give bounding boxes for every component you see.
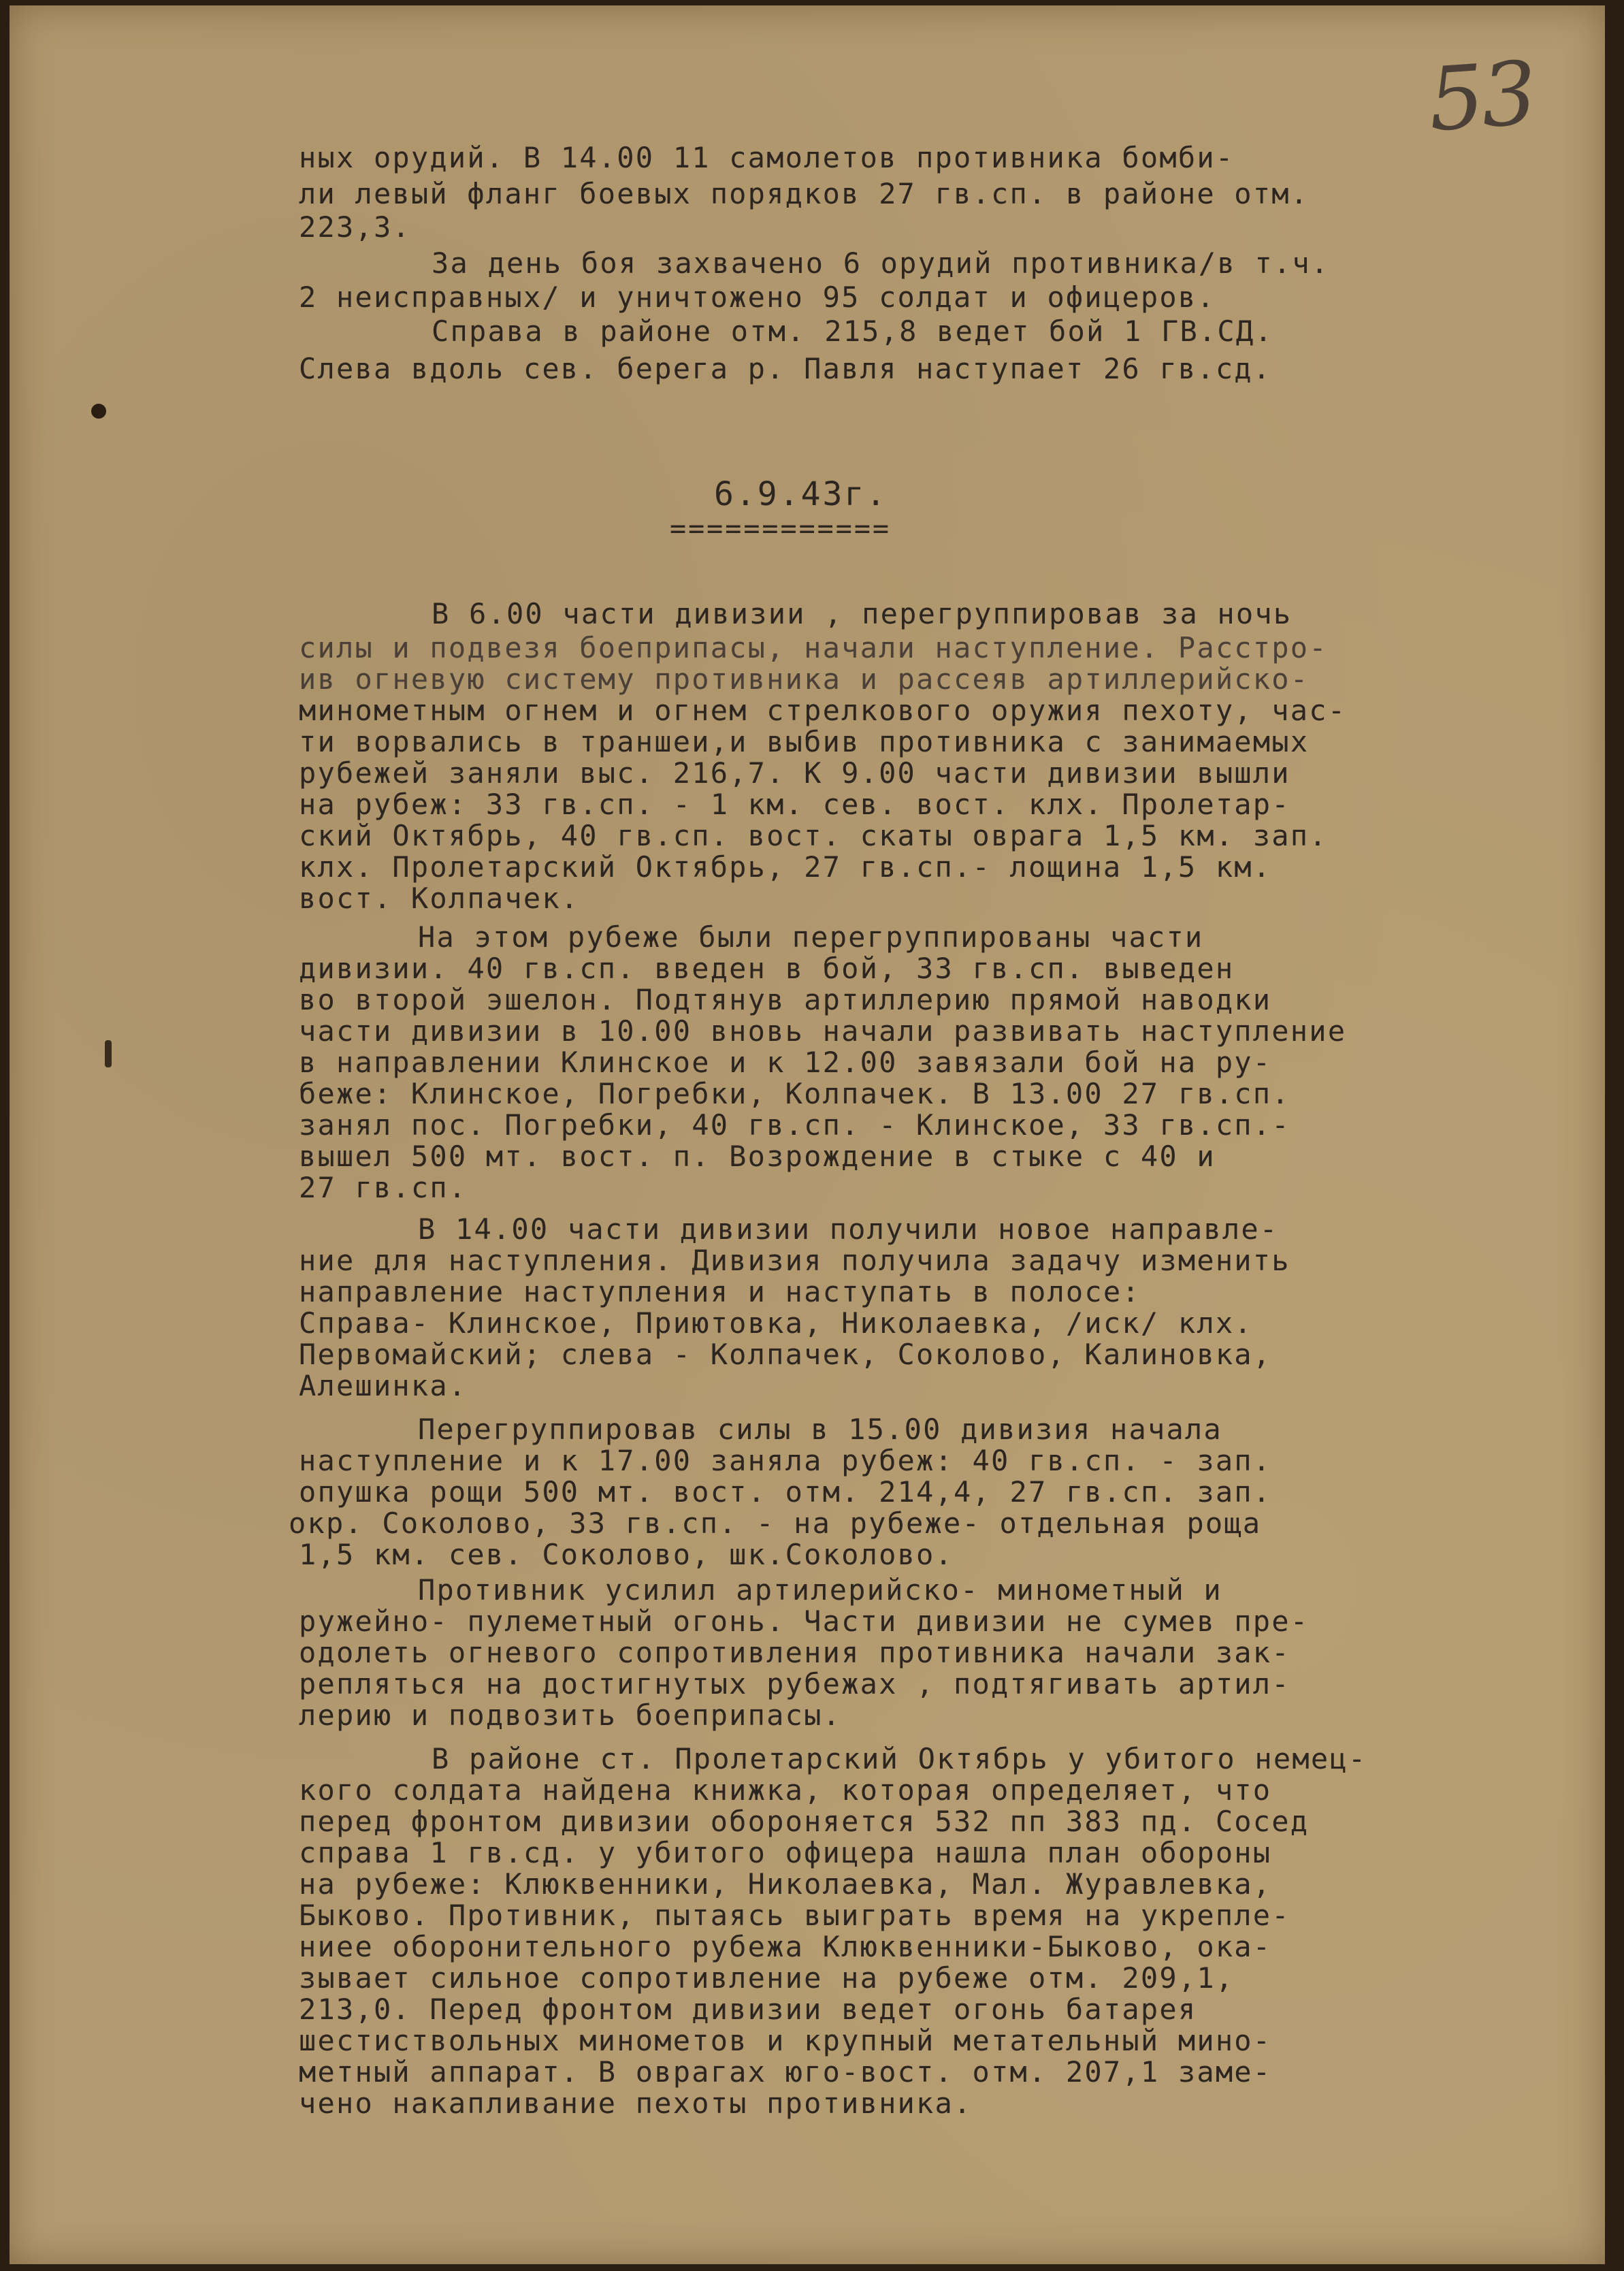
text-line: В 14.00 части дивизии получили новое направле- bbox=[418, 1212, 1279, 1246]
text-line: одолеть огневого сопротивления противника начали зак- bbox=[299, 1636, 1290, 1669]
text-line: рубежей заняли выс. 216,7. К 9.00 части дивизии вышли bbox=[299, 756, 1290, 790]
document-page bbox=[10, 5, 1605, 2264]
text-line: ние для наступления. Дивизия получила задачу изменить bbox=[299, 1244, 1290, 1277]
text-line: во второй эшелон. Подтянув артиллерию прямой наводки bbox=[299, 983, 1272, 1016]
text-line: Первомайский; слева - Колпачек, Соколово, Калиновка, bbox=[299, 1338, 1272, 1371]
text-line: ив огневую систему противника и рассеяв артиллерийско- bbox=[299, 662, 1310, 696]
text-line: перед фронтом дивизии обороняется 532 пп 383 пд. Сосед bbox=[299, 1805, 1310, 1838]
text-line: В 6.00 части дивизии , перегруппировав за ночь bbox=[432, 597, 1293, 630]
text-line: Справа- Клинское, Приютовка, Николаевка, /иск/ клх. bbox=[299, 1306, 1253, 1340]
text-line: репляться на достигнутых рубежах , подтягивать артил- bbox=[299, 1667, 1290, 1701]
text-line: Противник усилил артилерийско- минометный и bbox=[418, 1573, 1222, 1607]
punch-hole bbox=[91, 404, 106, 419]
text-line: лерию и подвозить боеприпасы. bbox=[299, 1698, 842, 1732]
text-line: клх. Пролетарский Октябрь, 27 гв.сп.- лощина 1,5 км. bbox=[299, 850, 1272, 884]
text-line: 2 неисправных/ и уничтожено 95 солдат и офицеров. bbox=[299, 280, 1216, 314]
text-line: справа 1 гв.сд. у убитого офицера нашла план обороны bbox=[299, 1836, 1272, 1869]
date-heading: 6.9.43г. bbox=[714, 475, 888, 513]
text-line: шестиствольных минометов и крупный метательный мино- bbox=[299, 2024, 1272, 2057]
text-line: опушка рощи 500 мт. вост. отм. 214,4, 27 гв.сп. зап. bbox=[299, 1475, 1272, 1509]
text-line: Алешинка. bbox=[299, 1369, 468, 1402]
text-line: в направлении Клинское и к 12.00 завязали бой на ру- bbox=[299, 1046, 1272, 1079]
text-line: ти ворвались в траншеи,и выбив противника с занимаемых bbox=[299, 725, 1310, 758]
text-line: зывает сильное сопротивление на рубеже отм. 209,1, bbox=[299, 1961, 1235, 1995]
text-line: Быково. Противник, пытаясь выиграть время на укрепле- bbox=[299, 1899, 1290, 1932]
text-line: силы и подвезя боеприпасы, начали наступление. Расстро- bbox=[299, 631, 1328, 664]
date-underline: ============ bbox=[670, 513, 891, 545]
text-line: минометным огнем и огнем стрелкового оружия пехоту, час- bbox=[299, 694, 1347, 727]
text-line: За день боя захвачено 6 орудий противника/в т.ч. bbox=[432, 246, 1330, 280]
text-line: на рубеж: 33 гв.сп. - 1 км. сев. вост. клх. Пролетар- bbox=[299, 788, 1290, 821]
text-line: ружейно- пулеметный огонь. Части дивизии не сумев пре- bbox=[299, 1605, 1310, 1638]
text-line: 27 гв.сп. bbox=[299, 1171, 468, 1204]
text-line: на рубеже: Клюквенники, Николаевка, Мал. Журавлевка, bbox=[299, 1867, 1272, 1901]
text-line: 223,3. bbox=[299, 210, 411, 244]
text-line: беже: Клинское, Погребки, Колпачек. В 13.00 27 гв.сп. bbox=[299, 1077, 1290, 1110]
text-line: дивизии. 40 гв.сп. введен в бой, 33 гв.сп. выведен bbox=[299, 952, 1235, 985]
text-line: 213,0. Перед фронтом дивизии ведет огонь батарея bbox=[299, 1993, 1197, 2026]
text-line: Слева вдоль сев. берега р. Павля наступает 26 гв.сд. bbox=[299, 352, 1272, 385]
text-line: Перегруппировав силы в 15.00 дивизия начала bbox=[418, 1413, 1222, 1446]
text-line: вост. Колпачек. bbox=[299, 882, 580, 915]
text-line: ных орудий. В 14.00 11 самолетов противника бомби- bbox=[299, 141, 1235, 174]
text-line: чено накапливание пехоты противника. bbox=[299, 2087, 973, 2120]
text-line: части дивизии в 10.00 вновь начали развивать наступление bbox=[299, 1014, 1347, 1048]
text-line: ниее оборонительного рубежа Клюквенники-Быково, ока- bbox=[299, 1930, 1272, 1963]
text-line: наступление и к 17.00 заняла рубеж: 40 гв.сп. - зап. bbox=[299, 1444, 1272, 1477]
page-number: 53 bbox=[1425, 42, 1538, 152]
text-line: 1,5 км. сев. Соколово, шк.Соколово. bbox=[299, 1538, 954, 1571]
text-line: вышел 500 мт. вост. п. Возрождение в стыке с 40 и bbox=[299, 1140, 1216, 1173]
text-line: окр. Соколово, 33 гв.сп. - на рубеже- отдельная роща bbox=[289, 1507, 1262, 1540]
text-line: направление наступления и наступать в полосе: bbox=[299, 1275, 1141, 1308]
text-line: Справа в районе отм. 215,8 ведет бой 1 ГВ.СД. bbox=[432, 315, 1273, 348]
text-line: На этом рубеже были перегруппированы части bbox=[418, 920, 1204, 954]
text-line: ли левый фланг боевых порядков 27 гв.сп. в районе отм. bbox=[299, 177, 1310, 210]
staple-mark bbox=[105, 1040, 112, 1067]
text-line: В районе ст. Пролетарский Октябрь у убитого немец- bbox=[432, 1742, 1367, 1775]
text-line: кого солдата найдена книжка, которая определяет, что bbox=[299, 1773, 1272, 1807]
text-line: метный аппарат. В оврагах юго-вост. отм. 207,1 заме- bbox=[299, 2055, 1272, 2089]
text-line: ский Октябрь, 40 гв.сп. вост. скаты оврага 1,5 км. зап. bbox=[299, 819, 1328, 852]
text-line: занял пос. Погребки, 40 гв.сп. - Клинское, 33 гв.сп.- bbox=[299, 1108, 1290, 1142]
